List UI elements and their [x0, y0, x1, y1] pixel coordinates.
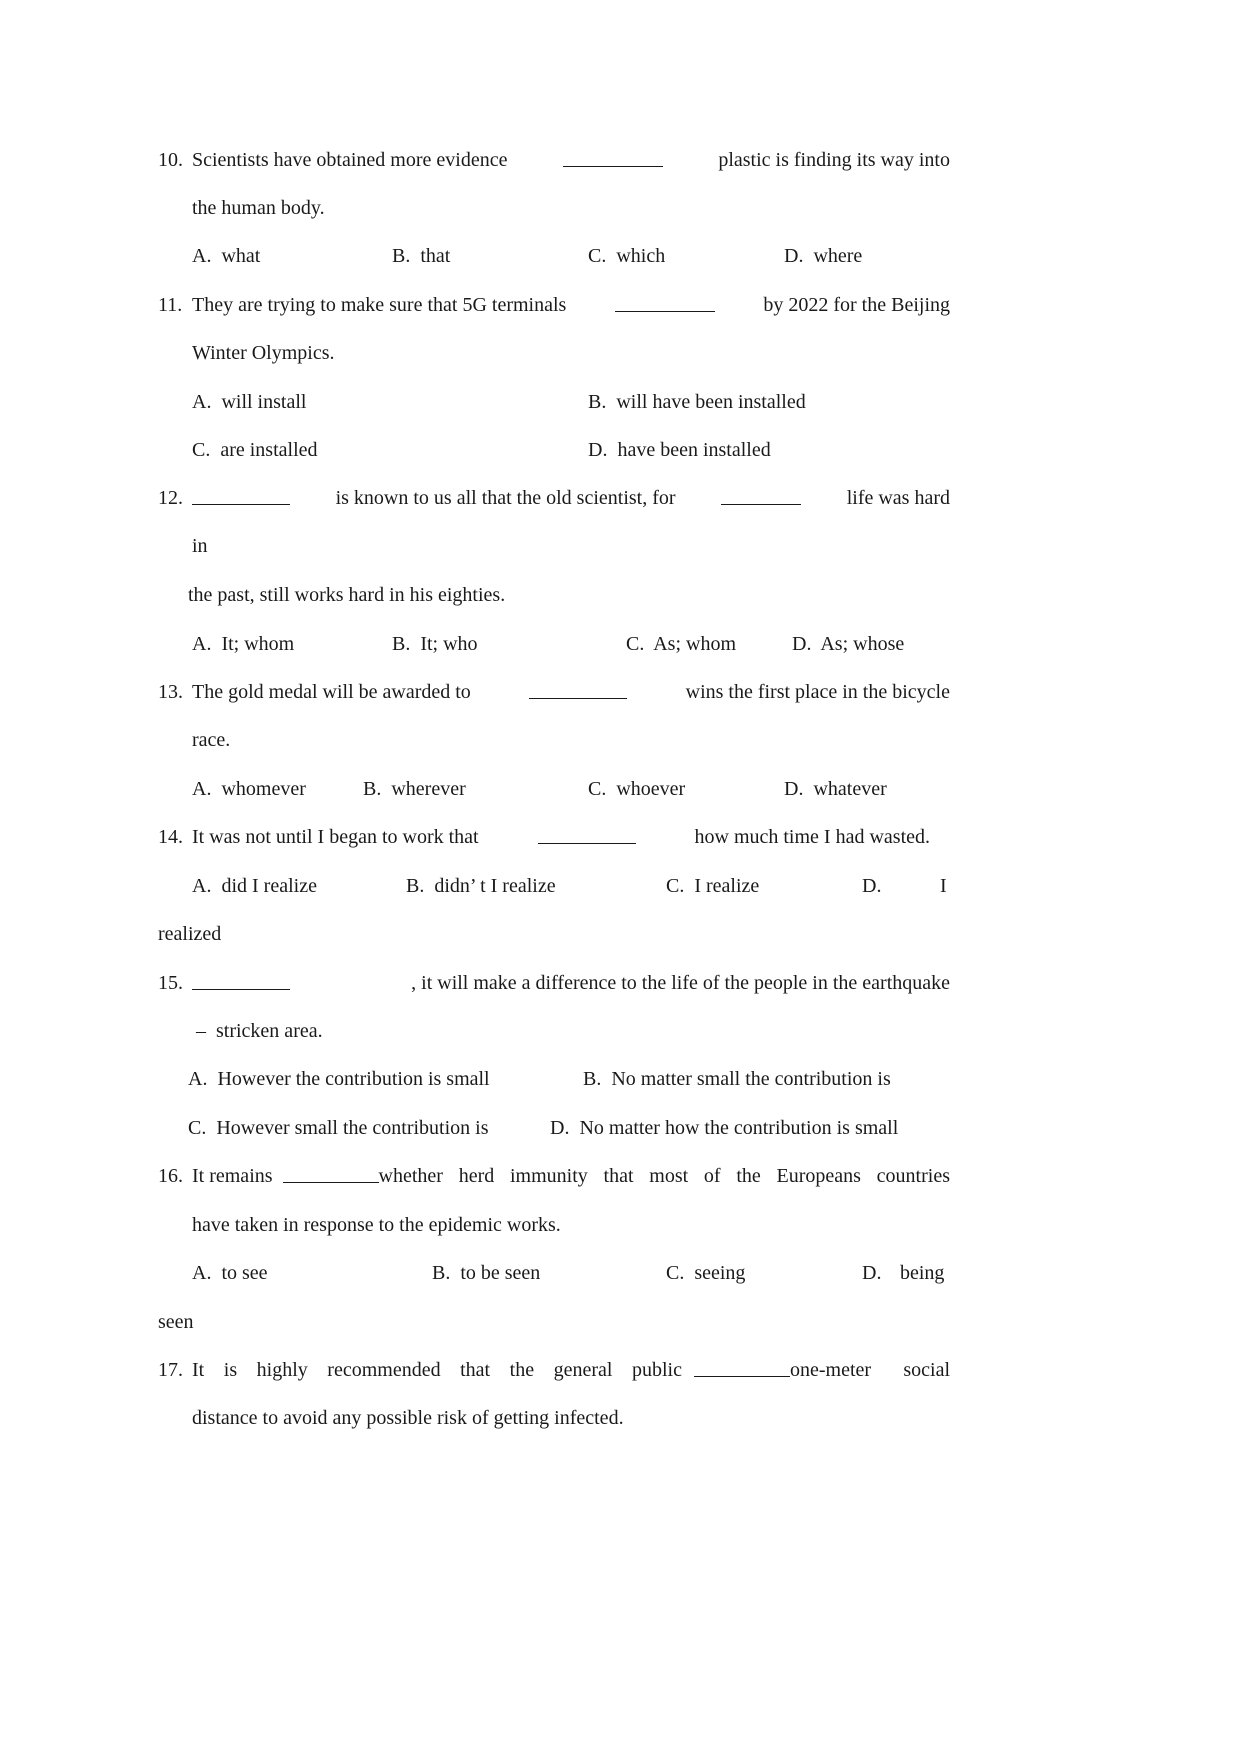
question-stem	[192, 971, 950, 995]
stem-text: plastic is finding its way into	[718, 149, 950, 171]
answer-blank	[563, 148, 663, 167]
stem-continuation: the past, still works hard in his eighties.	[188, 584, 506, 606]
stem-continuation: in	[192, 535, 208, 557]
question-stem	[192, 825, 930, 849]
stem-continuation: the human body.	[192, 197, 325, 219]
stem-continuation: – stricken area.	[196, 1020, 323, 1042]
option-c: C. As; whom	[626, 633, 737, 655]
question-number: 15.	[158, 972, 183, 994]
answer-blank	[538, 825, 636, 844]
option-d-wrap: realized	[158, 923, 222, 945]
question-stem	[192, 1164, 950, 1188]
stem-text: by 2022 for the Beijing	[763, 294, 950, 316]
option-b: B. that	[392, 245, 451, 267]
option-a: A. It; whom	[192, 633, 295, 655]
answer-blank	[694, 1358, 790, 1377]
stem-continuation: distance to avoid any possible risk of getting infected.	[192, 1407, 624, 1429]
stem-text: The gold medal will be awarded to	[192, 681, 471, 703]
option-c: C. However small the contribution is	[188, 1117, 489, 1139]
question-number: 11.	[158, 294, 183, 316]
stem-continuation: race.	[192, 729, 231, 751]
answer-blank	[615, 293, 715, 312]
stem-text: is known to us all that the old scientist, for	[335, 487, 676, 509]
question-stem	[192, 486, 950, 510]
option-d: D. where	[784, 245, 863, 267]
stem-continuation: Winter Olympics.	[192, 342, 335, 364]
question-number: 10.	[158, 149, 183, 171]
option-d: D.	[862, 1262, 882, 1284]
option-d-text: being	[900, 1262, 945, 1284]
question-number: 17.	[158, 1359, 183, 1381]
option-a: A. However the contribution is small	[188, 1068, 490, 1090]
option-d-wrap: seen	[158, 1311, 194, 1333]
option-a: A. will install	[192, 391, 307, 413]
option-b: B. didn’ t I realize	[406, 875, 556, 897]
option-b: B. will have been installed	[588, 391, 806, 413]
answer-blank	[192, 486, 290, 505]
option-b: B. to be seen	[432, 1262, 541, 1284]
option-c: C. are installed	[192, 439, 318, 461]
answer-blank	[721, 486, 801, 505]
option-d-text: I	[940, 875, 947, 897]
option-d: D. whatever	[784, 778, 887, 800]
option-c: C. I realize	[666, 875, 760, 897]
option-a: A. whomever	[192, 778, 306, 800]
stem-text: life was hard	[846, 487, 950, 509]
question-stem	[192, 680, 950, 704]
stem-text: whether herd immunity that most of the Europeans countries	[378, 1165, 950, 1187]
option-d: D. As; whose	[792, 633, 905, 655]
answer-blank	[283, 1164, 379, 1183]
stem-text: wins the first place in the bicycle	[685, 681, 950, 703]
option-c: C. whoever	[588, 778, 686, 800]
answer-blank	[192, 971, 290, 990]
stem-text: how much time I had wasted.	[694, 826, 930, 848]
stem-text: one-meter social	[790, 1359, 950, 1381]
stem-text: It is highly recommended that the general public	[192, 1359, 682, 1381]
option-b: B. It; who	[392, 633, 478, 655]
stem-continuation: have taken in response to the epidemic works.	[192, 1214, 561, 1236]
option-d: D. No matter how the contribution is small	[550, 1117, 899, 1139]
answer-blank	[529, 680, 627, 699]
option-c: C. seeing	[666, 1262, 746, 1284]
stem-text: They are trying to make sure that 5G terminals	[192, 294, 567, 316]
stem-text: It was not until I began to work that	[192, 826, 479, 848]
option-b: B. No matter small the contribution is	[583, 1068, 891, 1090]
question-number: 16.	[158, 1165, 183, 1187]
option-a: A. did I realize	[192, 875, 317, 897]
question-number: 14.	[158, 826, 183, 848]
question-stem	[192, 293, 950, 317]
question-number: 12.	[158, 487, 183, 509]
stem-text: It remains	[192, 1165, 273, 1187]
stem-text: , it will make a difference to the life of the people in the earthquake	[411, 972, 950, 994]
option-b: B. wherever	[363, 778, 466, 800]
question-stem	[192, 1358, 950, 1382]
stem-text: Scientists have obtained more evidence	[192, 149, 508, 171]
option-d: D.	[862, 875, 882, 897]
option-d: D. have been installed	[588, 439, 771, 461]
question-number: 13.	[158, 681, 183, 703]
option-a: A. to see	[192, 1262, 268, 1284]
option-c: C. which	[588, 245, 666, 267]
option-a: A. what	[192, 245, 261, 267]
question-stem	[192, 148, 950, 172]
